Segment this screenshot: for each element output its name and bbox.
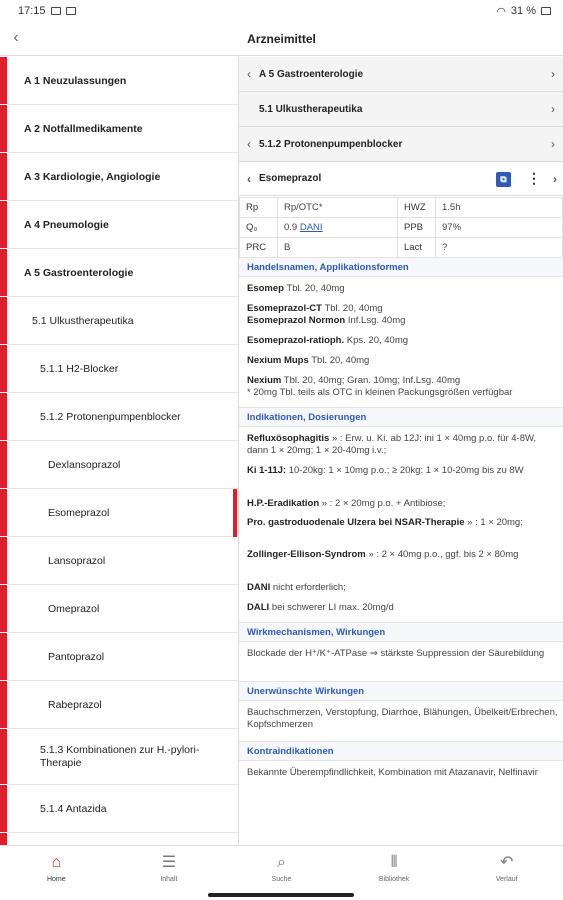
nav-item-dexlansoprazol[interactable]: Dexlansoprazol [7, 441, 238, 489]
info-value: 1.5h [436, 198, 563, 218]
nav-item-pantoprazol[interactable]: Pantoprazol [7, 633, 238, 681]
chevron-left-icon[interactable]: ‹ [247, 137, 251, 151]
nav-item-rabeprazol[interactable]: Rabeprazol [7, 681, 238, 729]
indikation-item: H.P.-Eradikation » : 2 × 20mg p.o. + Antibiose; [247, 498, 446, 509]
info-label: Lact [398, 238, 436, 258]
chapter-color-bar [0, 57, 7, 845]
nav-item-h2-blocker[interactable]: 5.1.1 H2-Blocker [7, 345, 238, 393]
indikation-item: DANI nicht erforderlich; [247, 582, 346, 593]
indikation-item: Refluxösophagitis » : Erw. u. Ki. ab 12J: ini 1 × 40mg p.o. für 4-8W, dann 1 × 20mg; 1 × 20-40mg i.v.; [247, 433, 537, 456]
section-kontraindikationen: Kontraindikationen [239, 741, 563, 761]
history-icon: ↶ [499, 853, 514, 871]
nav-item-esomeprazol[interactable]: Esomeprazol [7, 489, 238, 537]
tab-inhalt[interactable]: ☰ Inhalt [160, 853, 178, 883]
battery-icon [541, 7, 551, 15]
breadcrumb-protonenpumpenblocker[interactable]: ‹ 5.1.2 Protonenpumpenblocker › [239, 127, 563, 162]
chevron-right-icon[interactable]: › [553, 171, 557, 186]
link-icon[interactable]: ⧉ [496, 172, 511, 187]
nav-item-pneumologie[interactable]: A 4 Pneumologie [7, 201, 238, 249]
chevron-left-icon[interactable]: ‹ [247, 67, 251, 81]
info-label: Q₀ [240, 218, 278, 238]
drug-detail-pane [239, 57, 563, 845]
app-bar [0, 22, 563, 56]
info-label: PPB [398, 218, 436, 238]
nav-item-kardiologie[interactable]: A 3 Kardiologie, Angiologie [7, 153, 238, 201]
list-icon: ☰ [161, 853, 177, 871]
gallery-icon [51, 7, 61, 15]
status-bar [0, 0, 563, 22]
section-unerwuenschte-wirkungen: Unerwünschte Wirkungen [239, 681, 563, 701]
tab-home[interactable]: ⌂ Home [46, 853, 66, 883]
dani-link[interactable]: DANI [299, 222, 323, 233]
notification-icon [66, 7, 76, 15]
tab-bibliothek[interactable]: ⫴ Bibliothek [378, 853, 410, 883]
indikation-item: Ki 1-11J: 10-20kg: 1 × 10mg p.o.; ≥ 20kg: 1 × 10-20mg bis zu 8W [247, 465, 524, 476]
handelsname-item: Nexium Tbl. 20, 40mg; Gran. 10mg; Inf.Lsg. 40mg [247, 375, 461, 386]
nav-item-ulkustherapeutika[interactable]: 5.1 Ulkustherapeutika [7, 297, 238, 345]
info-value: 97% [436, 218, 563, 238]
handelsname-item: Esomep Tbl. 20, 40mg [247, 283, 345, 294]
info-label: HWZ [398, 198, 436, 218]
nav-item-neuzulassungen[interactable]: A 1 Neuzulassungen [7, 57, 238, 105]
chevron-right-icon[interactable]: › [551, 102, 555, 116]
library-icon: ⫴ [390, 853, 398, 871]
drug-name: Esomeprazol [259, 173, 322, 184]
nav-item-gastroenterologie[interactable]: A 5 Gastroenterologie [7, 249, 238, 297]
info-value: 0.9 DANI [278, 218, 398, 238]
handelsname-item: Esomeprazol-CT Tbl. 20, 40mg [247, 303, 383, 314]
tab-suche[interactable]: ⌕ Suche [271, 853, 292, 883]
nav-item-lansoprazol[interactable]: Lansoprazol [7, 537, 238, 585]
info-value: B [278, 238, 398, 258]
chevron-right-icon[interactable]: › [551, 137, 555, 151]
bottom-tab-bar [0, 845, 563, 890]
unerwuenschte-wirkungen-text: Bauchschmerzen, Verstopfung, Diarrhoe, Blähungen, Übelkeit/Erbrechen, Kopfschmerzen [247, 707, 558, 730]
nav-item-antazida[interactable]: 5.1.4 Antazida [7, 785, 238, 833]
chapter-navigation [0, 57, 239, 845]
handelsname-item: Esomeprazol-ratioph. Kps. 20, 40mg [247, 335, 409, 346]
chevron-left-icon[interactable]: ‹ [247, 171, 251, 186]
nav-item-protonenpumpenblocker[interactable]: 5.1.2 Protonenpumpenblocker [7, 393, 238, 441]
section-handelsnamen: Handelsnamen, Applikationsformen [239, 257, 563, 277]
wirkmechanismus-text: Blockade der H⁺/K⁺-ATPase ⇒ stärkste Suppression der Säurebildung [247, 648, 545, 659]
page-title: Arzneimittel [247, 31, 316, 46]
breadcrumb-gastroenterologie[interactable]: ‹ A 5 Gastroenterologie › [239, 57, 563, 92]
more-options-icon[interactable]: ⋮ [527, 170, 541, 186]
gesture-bar [0, 890, 563, 900]
search-icon: ⌕ [277, 853, 286, 871]
indikation-item: DALI bei schwerer LI max. 20mg/d [247, 602, 394, 613]
section-indikationen: Indikationen, Dosierungen [239, 407, 563, 427]
selection-marker [233, 489, 237, 537]
handelsname-item: Nexium Mups Tbl. 20, 40mg [247, 355, 370, 366]
section-wirkmechanismen: Wirkmechanismen, Wirkungen [239, 622, 563, 642]
indikation-item: Pro. gastroduodenale Ulzera bei NSAR-Therapie » : 1 × 20mg; [247, 517, 523, 528]
kontraindikationen-text: Bekannte Überempfindlichkeit, Kombination mit Atazanavir, Nelfinavir [247, 767, 538, 778]
status-time: 17:15 [18, 5, 46, 17]
back-icon[interactable]: ‹ [13, 29, 19, 46]
nav-item-kombinationen[interactable]: 5.1.3 Kombinationen zur H.-pylori-Therapie [7, 729, 238, 785]
otc-note: * 20mg Tbl. teils als OTC in kleinen Packungsgrößen verfügbar [247, 387, 513, 398]
tab-verlauf[interactable]: ↶ Verlauf [495, 853, 518, 883]
info-value: ? [436, 238, 563, 258]
info-value: Rp/OTC* [278, 198, 398, 218]
handelsname-item: Esomeprazol Normon Inf.Lsg. 40mg [247, 315, 406, 326]
info-label: PRC [240, 238, 278, 258]
home-icon: ⌂ [51, 853, 62, 871]
breadcrumb-ulkustherapeutika[interactable]: 5.1 Ulkustherapeutika › [239, 92, 563, 127]
chevron-right-icon[interactable]: › [551, 67, 555, 81]
nav-item-notfallmedikamente[interactable]: A 2 Notfallmedikamente [7, 105, 238, 153]
drug-info-table [239, 197, 563, 258]
nav-item-omeprazol[interactable]: Omeprazol [7, 585, 238, 633]
info-label: Rp [240, 198, 278, 218]
indikation-item: Zollinger-Ellison-Syndrom » : 2 × 40mg p.o., ggf. bis 2 × 80mg [247, 549, 519, 560]
drug-header [239, 162, 563, 196]
battery-level: 31 % [510, 5, 536, 17]
wifi-icon: ◠ [496, 5, 506, 18]
